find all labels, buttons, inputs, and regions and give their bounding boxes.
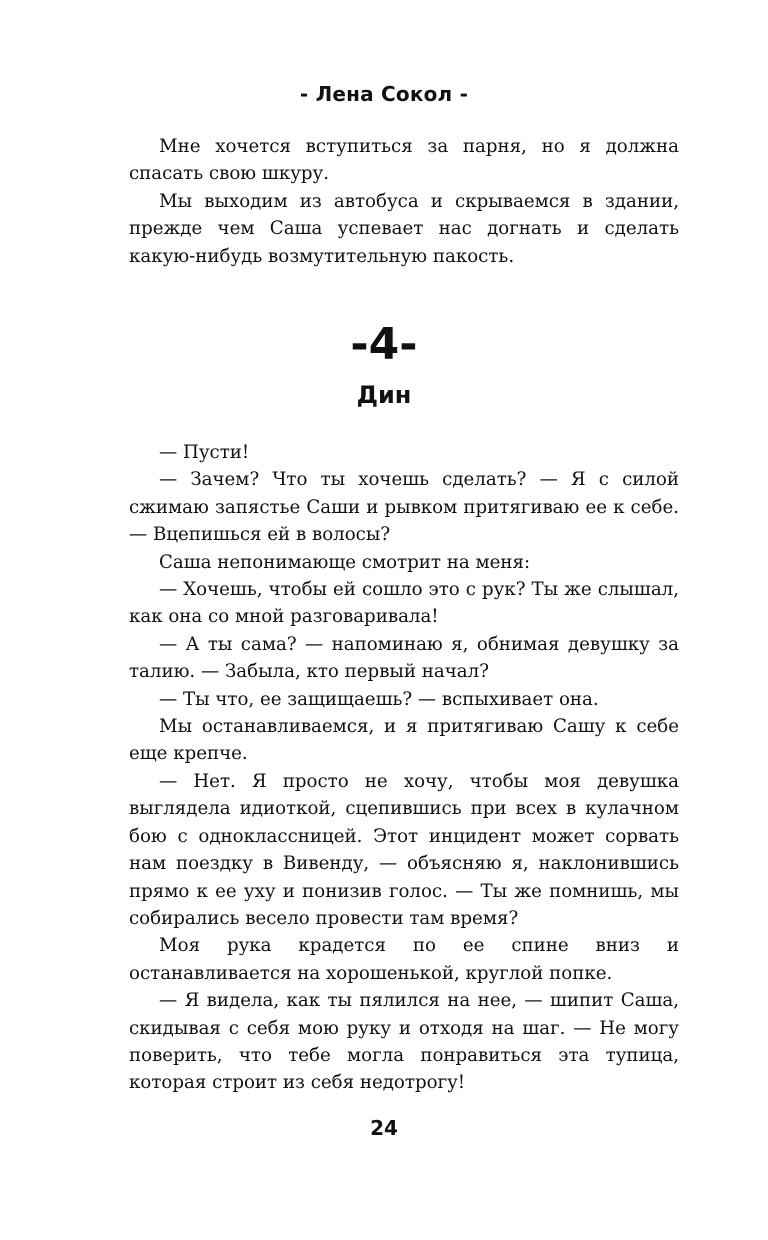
page-number: 24 bbox=[370, 1116, 398, 1140]
chapter-title: Дин bbox=[356, 381, 412, 409]
paragraph: — Нет. Я просто не хочу, чтобы моя девушка выглядела идиоткой, сцепившись при всех в кулачном бою с одноклассницей. Этот инцидент может сорвать нам поездку в Вивенду, — объясняю я, наклонившись прямо к ее уху и понизив голос. — Ты же помнишь, мы собирались весело провести там время? bbox=[129, 770, 679, 929]
intro-text bbox=[129, 133, 679, 270]
paragraph: — Зачем? Что ты хочешь сделать? — Я с силой сжимаю запястье Саши и рывком притягиваю ее к себе. — Вцепишься ей в волосы? bbox=[129, 469, 679, 546]
paragraph: — Хочешь, чтобы ей сошло это с рук? Ты же слышал, как она со мной разговаривала! bbox=[129, 579, 679, 628]
paragraph: Саша непонимающе смотрит на меня: bbox=[159, 551, 531, 573]
paragraph: Мы выходим из автобуса и скрываемся в здании, прежде чем Саша успевает нас догнать и сделать какую-нибудь возмутительную пакость. bbox=[129, 190, 679, 267]
paragraph: — Пусти! bbox=[159, 442, 250, 463]
paragraph: Моя рука крадется по ее спине вниз и останавливается на хорошенькой, круглой попке. bbox=[129, 935, 679, 984]
paragraph: Мы останавливаемся, и я притягиваю Сашу к себе еще крепче. bbox=[129, 716, 679, 765]
chapter-number: -4- bbox=[350, 319, 418, 370]
paragraph: — А ты сама? — напоминаю я, обнимая девушку за талию. — Забыла, кто первый начал? bbox=[129, 633, 679, 683]
paragraph: Мне хочется вступиться за парня, но я должна спасать свою шкуру. bbox=[129, 136, 679, 185]
running-header: - Лена Сокол - bbox=[299, 82, 469, 106]
chapter-text bbox=[129, 439, 679, 1097]
paragraph: — Я видела, как ты пялился на нее, — шипит Саша, скидывая с себя мою руку и отходя на шаг. — Не могу поверить, что тебе могла понравиться эта тупица, которая строит из себя недотрогу! bbox=[129, 990, 679, 1094]
paragraph: — Ты что, ее защищаешь? — вспыхивает она. bbox=[159, 688, 599, 710]
